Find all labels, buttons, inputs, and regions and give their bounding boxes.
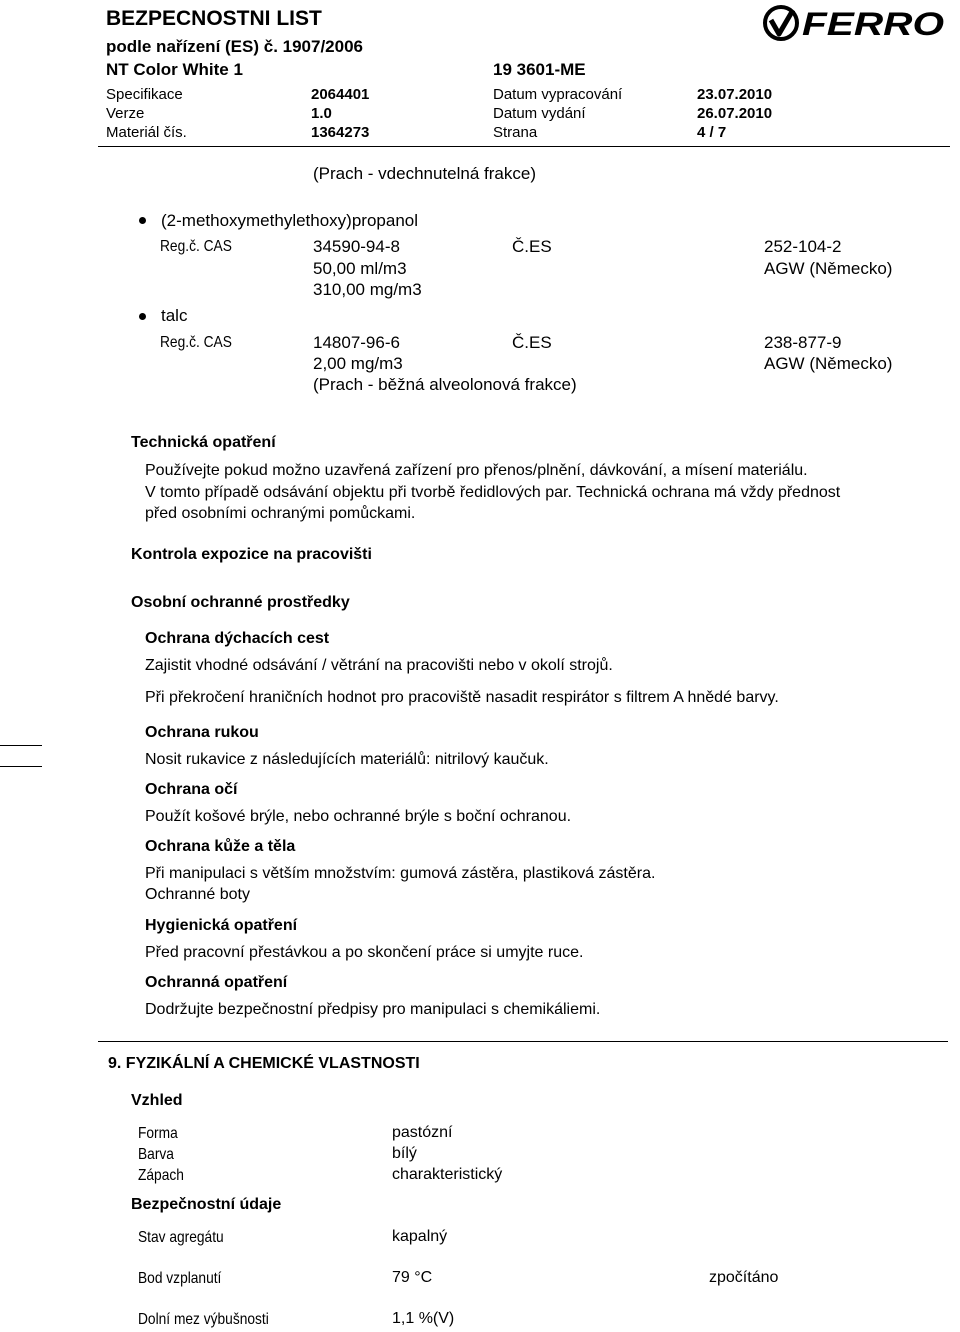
material-label: Materiál čís. xyxy=(106,124,187,141)
ferro-logo xyxy=(762,4,946,42)
spec-value: 2064401 xyxy=(311,86,370,103)
continuation-note: (Prach - vdechnutelná frakce) xyxy=(313,164,536,183)
change-marker xyxy=(0,745,42,746)
section-9-heading: 9. FYZIKÁLNÍ A CHEMICKÉ VLASTNOSTI xyxy=(108,1055,420,1072)
form-label: Forma xyxy=(138,1125,178,1142)
ppe-heading: Osobní ochranné prostředky xyxy=(131,594,350,611)
respiratory-heading: Ochrana dýchacích cest xyxy=(145,630,330,647)
exposure-control-heading: Kontrola expozice na pracovišti xyxy=(131,546,372,563)
technical-text: Používejte pokud možno uzavřená zařízení pro přenos/plnění, dávkování, a mísení materiálu. xyxy=(145,462,808,479)
lel-value: 1,1 %(V) xyxy=(392,1310,455,1327)
flash-point-method: zpočítáno xyxy=(709,1269,779,1286)
es-label: Č.ES xyxy=(512,333,552,352)
hand-protection-text: Nosit rukavice z následujících materiálů: nitrilový kaučuk. xyxy=(145,751,549,768)
respiratory-text: Při překročení hraničních hodnot pro pracoviště nasadit respirátor s filtrem A hnědé barvy. xyxy=(145,689,779,706)
hygiene-heading: Hygienická opatření xyxy=(145,917,298,934)
page-label: Strana xyxy=(493,124,538,141)
prepared-date-value: 23.07.2010 xyxy=(697,86,773,103)
appearance-heading: Vzhled xyxy=(131,1092,183,1109)
exposure-limit-2: (Prach - běžná alveolonová frakce) xyxy=(313,375,577,394)
limit-source: AGW (Německo) xyxy=(764,354,893,373)
product-name: NT Color White 1 xyxy=(106,60,243,79)
color-value: bílý xyxy=(392,1145,417,1162)
issue-date-value: 26.07.2010 xyxy=(697,105,773,122)
issue-date-label: Datum vydání xyxy=(493,105,586,122)
respiratory-text: Zajistit vhodné odsávání / větrání na pracovišti nebo v okolí strojů. xyxy=(145,657,613,674)
change-marker xyxy=(0,766,42,767)
logo-wordmark: FERRO xyxy=(802,6,945,42)
section-divider xyxy=(98,1041,948,1042)
eye-protection-heading: Ochrana očí xyxy=(145,781,238,798)
odor-label: Zápach xyxy=(138,1167,184,1184)
product-code: 19 3601-ME xyxy=(493,60,586,79)
protective-measures-text: Dodržujte bezpečnostní předpisy pro manipulaci s chemikáliemi. xyxy=(145,1001,601,1018)
cas-number: 34590-94-8 xyxy=(313,237,400,256)
state-value: kapalný xyxy=(392,1228,448,1245)
odor-value: charakteristický xyxy=(392,1166,503,1183)
bullet-icon xyxy=(139,217,146,224)
version-label: Verze xyxy=(106,105,145,122)
hygiene-text: Před pracovní přestávkou a po skončení práce si umyjte ruce. xyxy=(145,944,584,961)
es-number: 238-877-9 xyxy=(764,333,842,352)
material-value: 1364273 xyxy=(311,124,370,141)
cas-label: Reg.č. CAS xyxy=(160,334,232,351)
es-number: 252-104-2 xyxy=(764,237,842,256)
limit-source: AGW (Německo) xyxy=(764,259,893,278)
skin-protection-text: Při manipulaci s větším množstvím: gumová zástěra, plastiková zástěra. xyxy=(145,865,656,882)
substance-name: (2-methoxymethylethoxy)propanol xyxy=(161,211,419,230)
state-label: Stav agregátu xyxy=(138,1229,224,1246)
flash-point-value: 79 °C xyxy=(392,1269,433,1286)
exposure-limit: 2,00 mg/m3 xyxy=(313,354,403,373)
technical-heading: Technická opatření xyxy=(131,434,276,451)
technical-text: před osobními ochranými pomůckami. xyxy=(145,505,416,522)
eye-protection-text: Použít košové brýle, nebo ochranné brýle s boční ochranou. xyxy=(145,808,572,825)
regulation-reference: podle nařízení (ES) č. 1907/2006 xyxy=(106,37,364,56)
bullet-icon xyxy=(139,313,146,320)
page-number: 4 / 7 xyxy=(697,124,727,141)
protective-measures-heading: Ochranná opatření xyxy=(145,974,288,991)
technical-text: V tomto případě odsávání objektu při tvorbě ředidlových par. Technická ochrana má vždy přednost xyxy=(145,484,841,501)
exposure-limit: 50,00 ml/m3 xyxy=(313,259,407,278)
document-title: BEZPECNOSTNI LIST xyxy=(106,7,322,30)
safety-data-heading: Bezpečnostní údaje xyxy=(131,1196,282,1213)
es-label: Č.ES xyxy=(512,237,552,256)
color-label: Barva xyxy=(138,1146,174,1163)
skin-protection-text: Ochranné boty xyxy=(145,886,250,903)
cas-number: 14807-96-6 xyxy=(313,333,400,352)
exposure-limit-2: 310,00 mg/m3 xyxy=(313,280,422,299)
lel-label: Dolní mez výbušnosti xyxy=(138,1311,269,1328)
hand-protection-heading: Ochrana rukou xyxy=(145,724,259,741)
skin-protection-heading: Ochrana kůže a těla xyxy=(145,838,296,855)
prepared-date-label: Datum vypracování xyxy=(493,86,623,103)
version-value: 1.0 xyxy=(311,105,332,122)
flash-point-label: Bod vzplanutí xyxy=(138,1270,222,1287)
form-value: pastózní xyxy=(392,1124,453,1141)
spec-label: Specifikace xyxy=(106,86,183,103)
substance-name: talc xyxy=(161,306,188,325)
cas-label: Reg.č. CAS xyxy=(160,238,232,255)
